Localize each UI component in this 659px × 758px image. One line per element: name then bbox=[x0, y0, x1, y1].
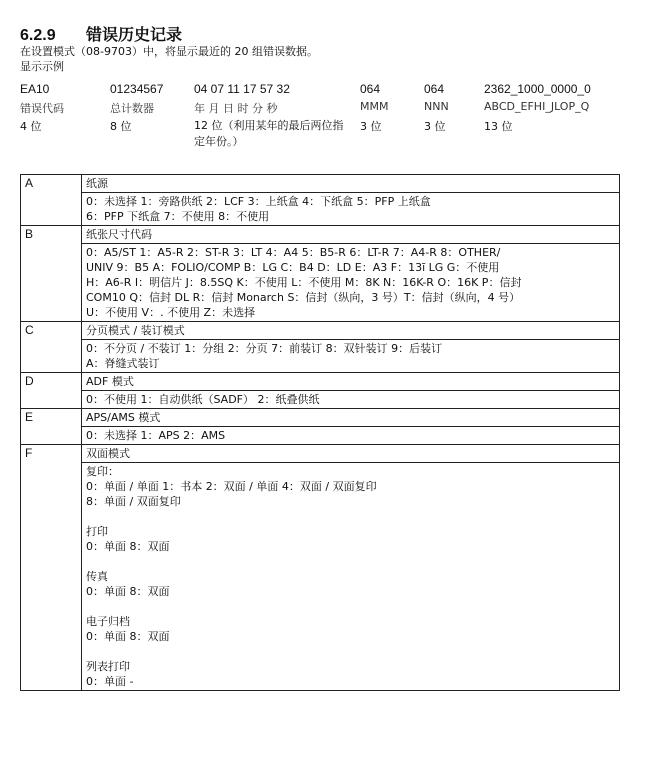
row-content bbox=[82, 427, 620, 445]
print-title: 打印 bbox=[86, 525, 108, 538]
spacer bbox=[86, 644, 615, 659]
example-name: ABCD_EFHI_JLOP_Q bbox=[484, 100, 590, 113]
code-definition-table bbox=[20, 174, 620, 691]
row-header: ADF 模式 bbox=[82, 373, 620, 391]
row-header: APS/AMS 模式 bbox=[82, 409, 620, 427]
section-heading bbox=[20, 22, 182, 45]
example-value: 01234567 bbox=[110, 82, 164, 96]
example-value: 04 07 11 17 57 32 bbox=[194, 82, 290, 96]
example-digits: 3 位 bbox=[424, 120, 446, 133]
spacer bbox=[86, 599, 615, 614]
section-title: 错误历史记录 bbox=[86, 27, 183, 44]
content-line: 0：单面 8：双面 bbox=[86, 585, 170, 598]
row-key: C bbox=[21, 322, 82, 373]
table-row bbox=[21, 463, 620, 691]
example-digits: 4 位 bbox=[20, 120, 42, 133]
content-line: U：不使用 V：. 不使用 Z：未选择 bbox=[86, 306, 256, 319]
content-line: 0：A5/ST 1：A5-R 2：ST-R 3：LT 4：A4 5：B5-R 6：LT-R 7：A4-R 8：OTHER/ bbox=[86, 246, 501, 259]
section-number: 6.2.9 bbox=[20, 27, 56, 44]
example-value: 064 bbox=[360, 82, 381, 96]
example-value: EA10 bbox=[20, 82, 50, 96]
content-line: H：A6-R I：明信片 J：8.5SQ K：不使用 L：不使用 M：8K N：16K-R O：16K P：信封 bbox=[86, 276, 522, 289]
table-row bbox=[21, 373, 620, 391]
example-value: 2362_1000_0000_0 bbox=[484, 82, 591, 96]
row-key: D bbox=[21, 373, 82, 409]
row-content bbox=[82, 193, 620, 226]
example-digits: 3 位 bbox=[360, 120, 382, 133]
row-key: A bbox=[21, 175, 82, 226]
example-digits: 13 位 bbox=[484, 120, 513, 133]
example-digits: 8 位 bbox=[110, 120, 132, 133]
intro-line-1: 在设置模式（08-9703）中，将显示最近的 20 组错误数据。 bbox=[20, 45, 318, 58]
content-line: 0：不分页 / 不装订 1：分组 2：分页 7：前装订 8：双针装订 9：后装订 bbox=[86, 342, 443, 355]
intro-text bbox=[20, 44, 318, 74]
spacer bbox=[86, 554, 615, 569]
row-content bbox=[82, 340, 620, 373]
table-row bbox=[21, 322, 620, 340]
example-digits: 12 位（利用某年的最后两位指定年份。） bbox=[194, 119, 344, 148]
row-key: E bbox=[21, 409, 82, 445]
content-line: 0：单面 8：双面 bbox=[86, 540, 170, 553]
table-row bbox=[21, 226, 620, 244]
row-header: 分页模式 / 装订模式 bbox=[82, 322, 620, 340]
row-header: 双面模式 bbox=[82, 445, 620, 463]
table-row bbox=[21, 445, 620, 463]
content-line: 0：单面 / 单面 1：书本 2：双面 / 单面 4：双面 / 双面复印 bbox=[86, 480, 377, 493]
intro-line-2: 显示示例 bbox=[20, 60, 64, 73]
row-content bbox=[82, 463, 620, 691]
content-line: 8：单面 / 双面复印 bbox=[86, 495, 181, 508]
content-line: 0：单面 8：双面 bbox=[86, 630, 170, 643]
spacer bbox=[86, 509, 615, 524]
content-line: 0：单面 - bbox=[86, 675, 134, 688]
example-name: 错误代码 bbox=[20, 102, 64, 115]
fax-title: 传真 bbox=[86, 570, 108, 583]
example-name: 年 月 日 时 分 秒 bbox=[194, 102, 278, 115]
table-row bbox=[21, 340, 620, 373]
copy-title: 复印： bbox=[86, 465, 119, 478]
content-line: 6：PFP 下纸盒 7：不使用 8：不使用 bbox=[86, 210, 270, 223]
efile-title: 电子归档 bbox=[86, 615, 130, 628]
table-row bbox=[21, 244, 620, 322]
row-content bbox=[82, 391, 620, 409]
content-line: A：脊缝式装订 bbox=[86, 357, 160, 370]
content-line: 0：不使用 1：自动供纸（SADF） 2：纸叠供纸 bbox=[86, 393, 320, 406]
table-row bbox=[21, 409, 620, 427]
example-value: 064 bbox=[424, 82, 445, 96]
example-name: 总计数器 bbox=[110, 102, 154, 115]
content-line: UNIV 9：B5 A：FOLIO/COMP B：LG C：B4 D：LD E：A3 F：13ī LG G：不使用 bbox=[86, 261, 500, 274]
row-key: B bbox=[21, 226, 82, 322]
example-name: NNN bbox=[424, 100, 449, 113]
content-line: COM10 Q：信封 DL R：信封 Monarch S：信封（纵向，3 号）T：信封（纵向，4 号） bbox=[86, 291, 521, 304]
content-line: 0：未选择 1：旁路供纸 2：LCF 3：上纸盒 4：下纸盒 5：PFP 上纸盒 bbox=[86, 195, 431, 208]
table-row bbox=[21, 175, 620, 193]
example-name: MMM bbox=[360, 100, 389, 113]
content-line: 0：未选择 1：APS 2：AMS bbox=[86, 429, 226, 442]
row-content bbox=[82, 244, 620, 322]
row-header: 纸张尺寸代码 bbox=[82, 226, 620, 244]
table-row bbox=[21, 193, 620, 226]
row-key: F bbox=[21, 445, 82, 691]
list-print-title: 列表打印 bbox=[86, 660, 130, 673]
row-header: 纸源 bbox=[82, 175, 620, 193]
table-row bbox=[21, 427, 620, 445]
table-row bbox=[21, 391, 620, 409]
